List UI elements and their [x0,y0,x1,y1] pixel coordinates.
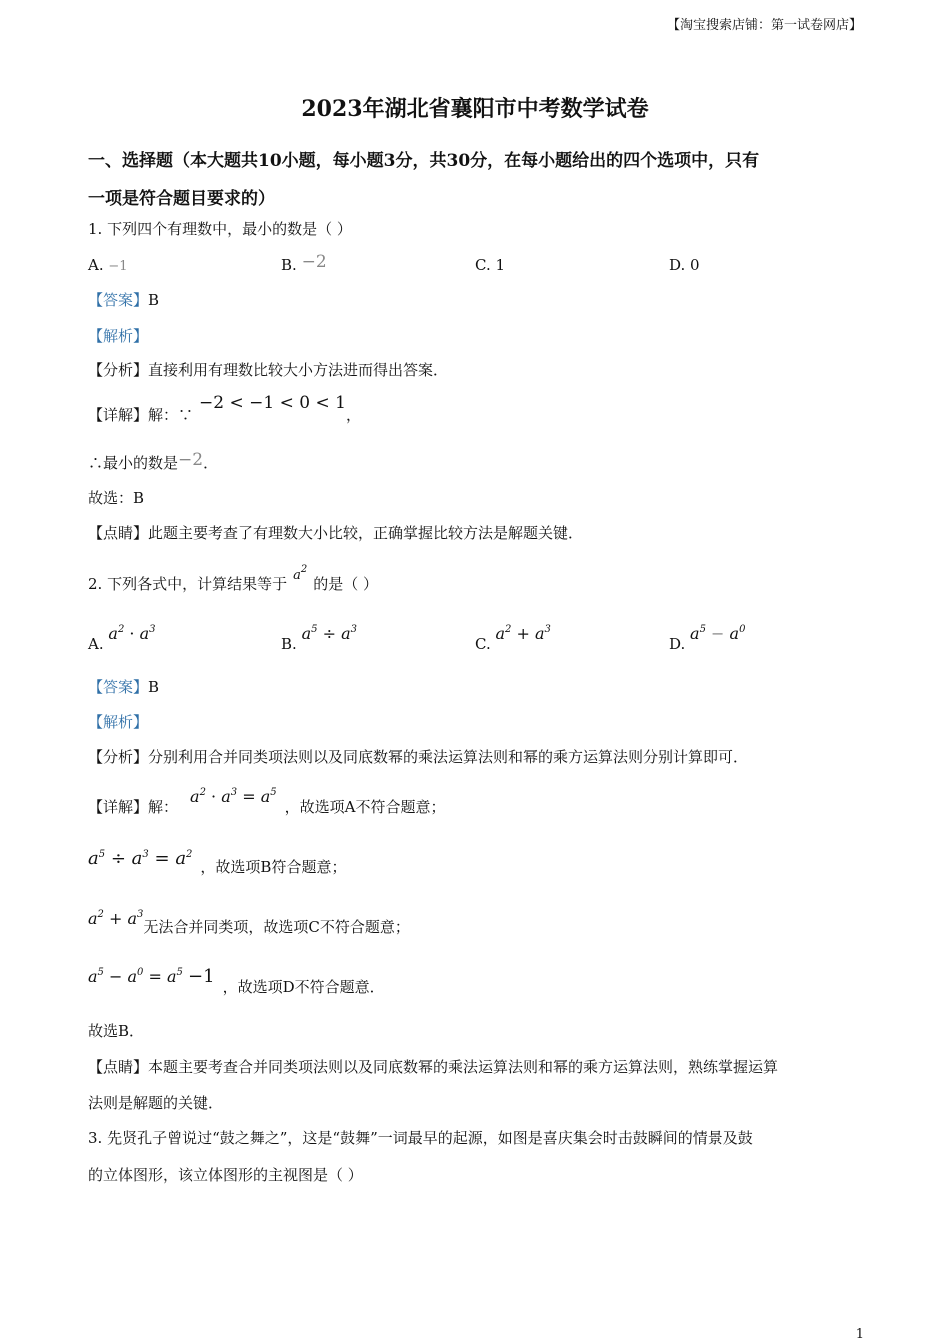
option-math: −1 [108,259,128,274]
xiangjie-tail: ， [345,406,361,424]
q2-option-a [88,624,156,654]
math-op: + [511,624,535,643]
math-op: − [705,624,730,643]
math-op: · [124,624,140,643]
answer-tag: 【答案】 [88,678,149,696]
option-letter: C. [475,635,491,653]
math-base: a [690,624,700,643]
option-math [302,624,357,643]
math-exp: 3 [149,624,156,635]
math-op: ÷ [317,624,342,643]
therefore-lead: ∴最小的数是 [88,454,179,472]
xiangjie-lead: 解： [148,798,179,816]
math-exp: 3 [350,624,357,635]
inequality-math: −2 < −1 < 0 < 1 [199,393,346,413]
math-exp: 0 [739,624,746,635]
xiangjie-tag: 【详解】 [88,406,149,424]
math-exp: 2 [505,624,512,635]
answer-value: B [148,678,160,696]
q3-stem-line1: 3. 先贤孔子曾说过“鼓之舞之”，这是“鼓舞”一词最早的起源，如图是喜庆集会时击鼓瞬间的情景及鼓 [88,1129,753,1147]
option-letter: D. [669,256,686,274]
dianjing-text: 本题主要考查合并同类项法则以及同底数幂的乘法运算法则和幂的乘方运算法则，熟练掌握运算 [148,1058,779,1076]
option-letter: C. [475,256,491,274]
math-exp: 5 [311,624,318,635]
option-math [108,624,155,643]
answer-value: B [148,291,160,309]
q2-option-d [669,624,746,654]
step4-tail: ，故选项D不符合题意． [222,978,385,996]
page-number: 1 [855,1327,864,1342]
q2-stem-tail: 的是（ ） [313,575,379,593]
math-base: a [341,624,351,643]
math-base: a [139,624,150,643]
xiangjie-lead: 解：∵ [148,406,194,424]
q1-therefore [88,450,219,473]
xiangjie-tag: 【详解】 [88,798,149,816]
dianjing-tag: 【点睛】 [88,1058,149,1076]
fenxi-tag: 【分析】 [88,361,149,379]
q1-fenxi [88,360,448,380]
q2-step2 [88,848,347,877]
math-base: a [535,624,545,643]
option-math: 1 [495,256,506,274]
option-math [496,624,551,643]
option-letter: D. [669,635,686,653]
option-letter: B. [281,635,297,653]
dianjing-text: 此题主要考查了有理数大小比较，正确掌握比较方法是解题关键． [148,524,584,542]
q2-option-b [281,624,357,654]
q1-analysis-tag: 【解析】 [88,327,149,345]
q1-option-a [88,255,128,277]
fenxi-text: 分别利用合并同类项法则以及同底数幂的乘法运算法则和幂的乘方运算法则分别计算即可． [148,748,749,766]
step2-math: $a^5 \div a^3 = a^2$ [88,848,193,869]
dianjing-tag: 【点睛】 [88,524,149,542]
q1-stem: 1. 下列四个有理数中，最小的数是（ ） [88,220,352,238]
header-note: 【淘宝搜索店铺：第一试卷网店】 [666,18,862,33]
step1-tail: ，故选项A不符合题意； [284,798,446,816]
q2-stem [88,564,379,596]
math-base: a [293,568,301,583]
therefore-math: −2 [178,450,204,470]
step3-tail: 无法合并同类项，故选项C不符合题意； [143,918,410,936]
q2-dianjing [88,1057,778,1077]
section-heading-line1: 一、选择题（本大题共10小题，每小题3分，共30分，在每小题给出的四个选项中，只有 [88,151,760,171]
math-exp: 2 [300,564,308,575]
q2-analysis-tag: 【解析】 [88,713,149,731]
q3-stem-line2: 的立体图形，该立体图形的主视图是（ ） [88,1166,363,1184]
option-letter: B. [281,256,297,274]
q1-choose: 故选：B [88,489,145,507]
fenxi-text: 直接利用有理数比较大小方法进而得出答案． [148,361,449,379]
q2-dianjing-line2: 法则是解题的关键． [88,1094,224,1112]
option-letter: A. [88,256,104,274]
q2-option-c [475,624,551,654]
math-base: a [108,624,118,643]
q2-stem-lead: 2. 下列各式中，计算结果等于 [88,575,288,593]
q2-step4 [88,966,385,997]
option-math: 0 [690,256,700,274]
q2-fenxi [88,747,748,767]
option-math [690,624,745,643]
option-letter: A. [88,635,104,653]
q1-answer [88,290,159,310]
math-exp: 3 [544,624,551,635]
section-heading-line2: 一项是符合题目要求的） [88,189,275,209]
q2-step3 [88,909,410,937]
step1-math: $a^2 \cdot a^3 = a^5$ [190,787,277,806]
option-math: −2 [301,252,327,272]
q2-choose: 故选B． [88,1022,145,1040]
step3-math: $a^2 + a^3$ [88,909,144,928]
q1-option-d [669,255,700,275]
q2-step1 [88,787,446,817]
q2-stem-math [293,564,308,583]
q1-xiangjie [88,393,361,425]
math-base: a [495,624,506,643]
math-base: a [301,624,312,643]
math-exp: 2 [117,624,125,635]
math-base: a [729,624,740,643]
q1-option-c [475,255,505,275]
therefore-tail: ． [203,454,219,472]
answer-tag: 【答案】 [88,291,149,309]
q1-dianjing [88,523,583,543]
q2-answer [88,677,159,697]
step4-math: $a^5 - a^0 = a^5 -1$ [88,966,215,987]
step2-tail: ，故选项B符合题意； [200,858,347,876]
q1-option-b [281,252,327,275]
fenxi-tag: 【分析】 [88,748,149,766]
page-title: 2023年湖北省襄阳市中考数学试卷 [301,96,649,122]
math-exp: 5 [699,624,706,635]
